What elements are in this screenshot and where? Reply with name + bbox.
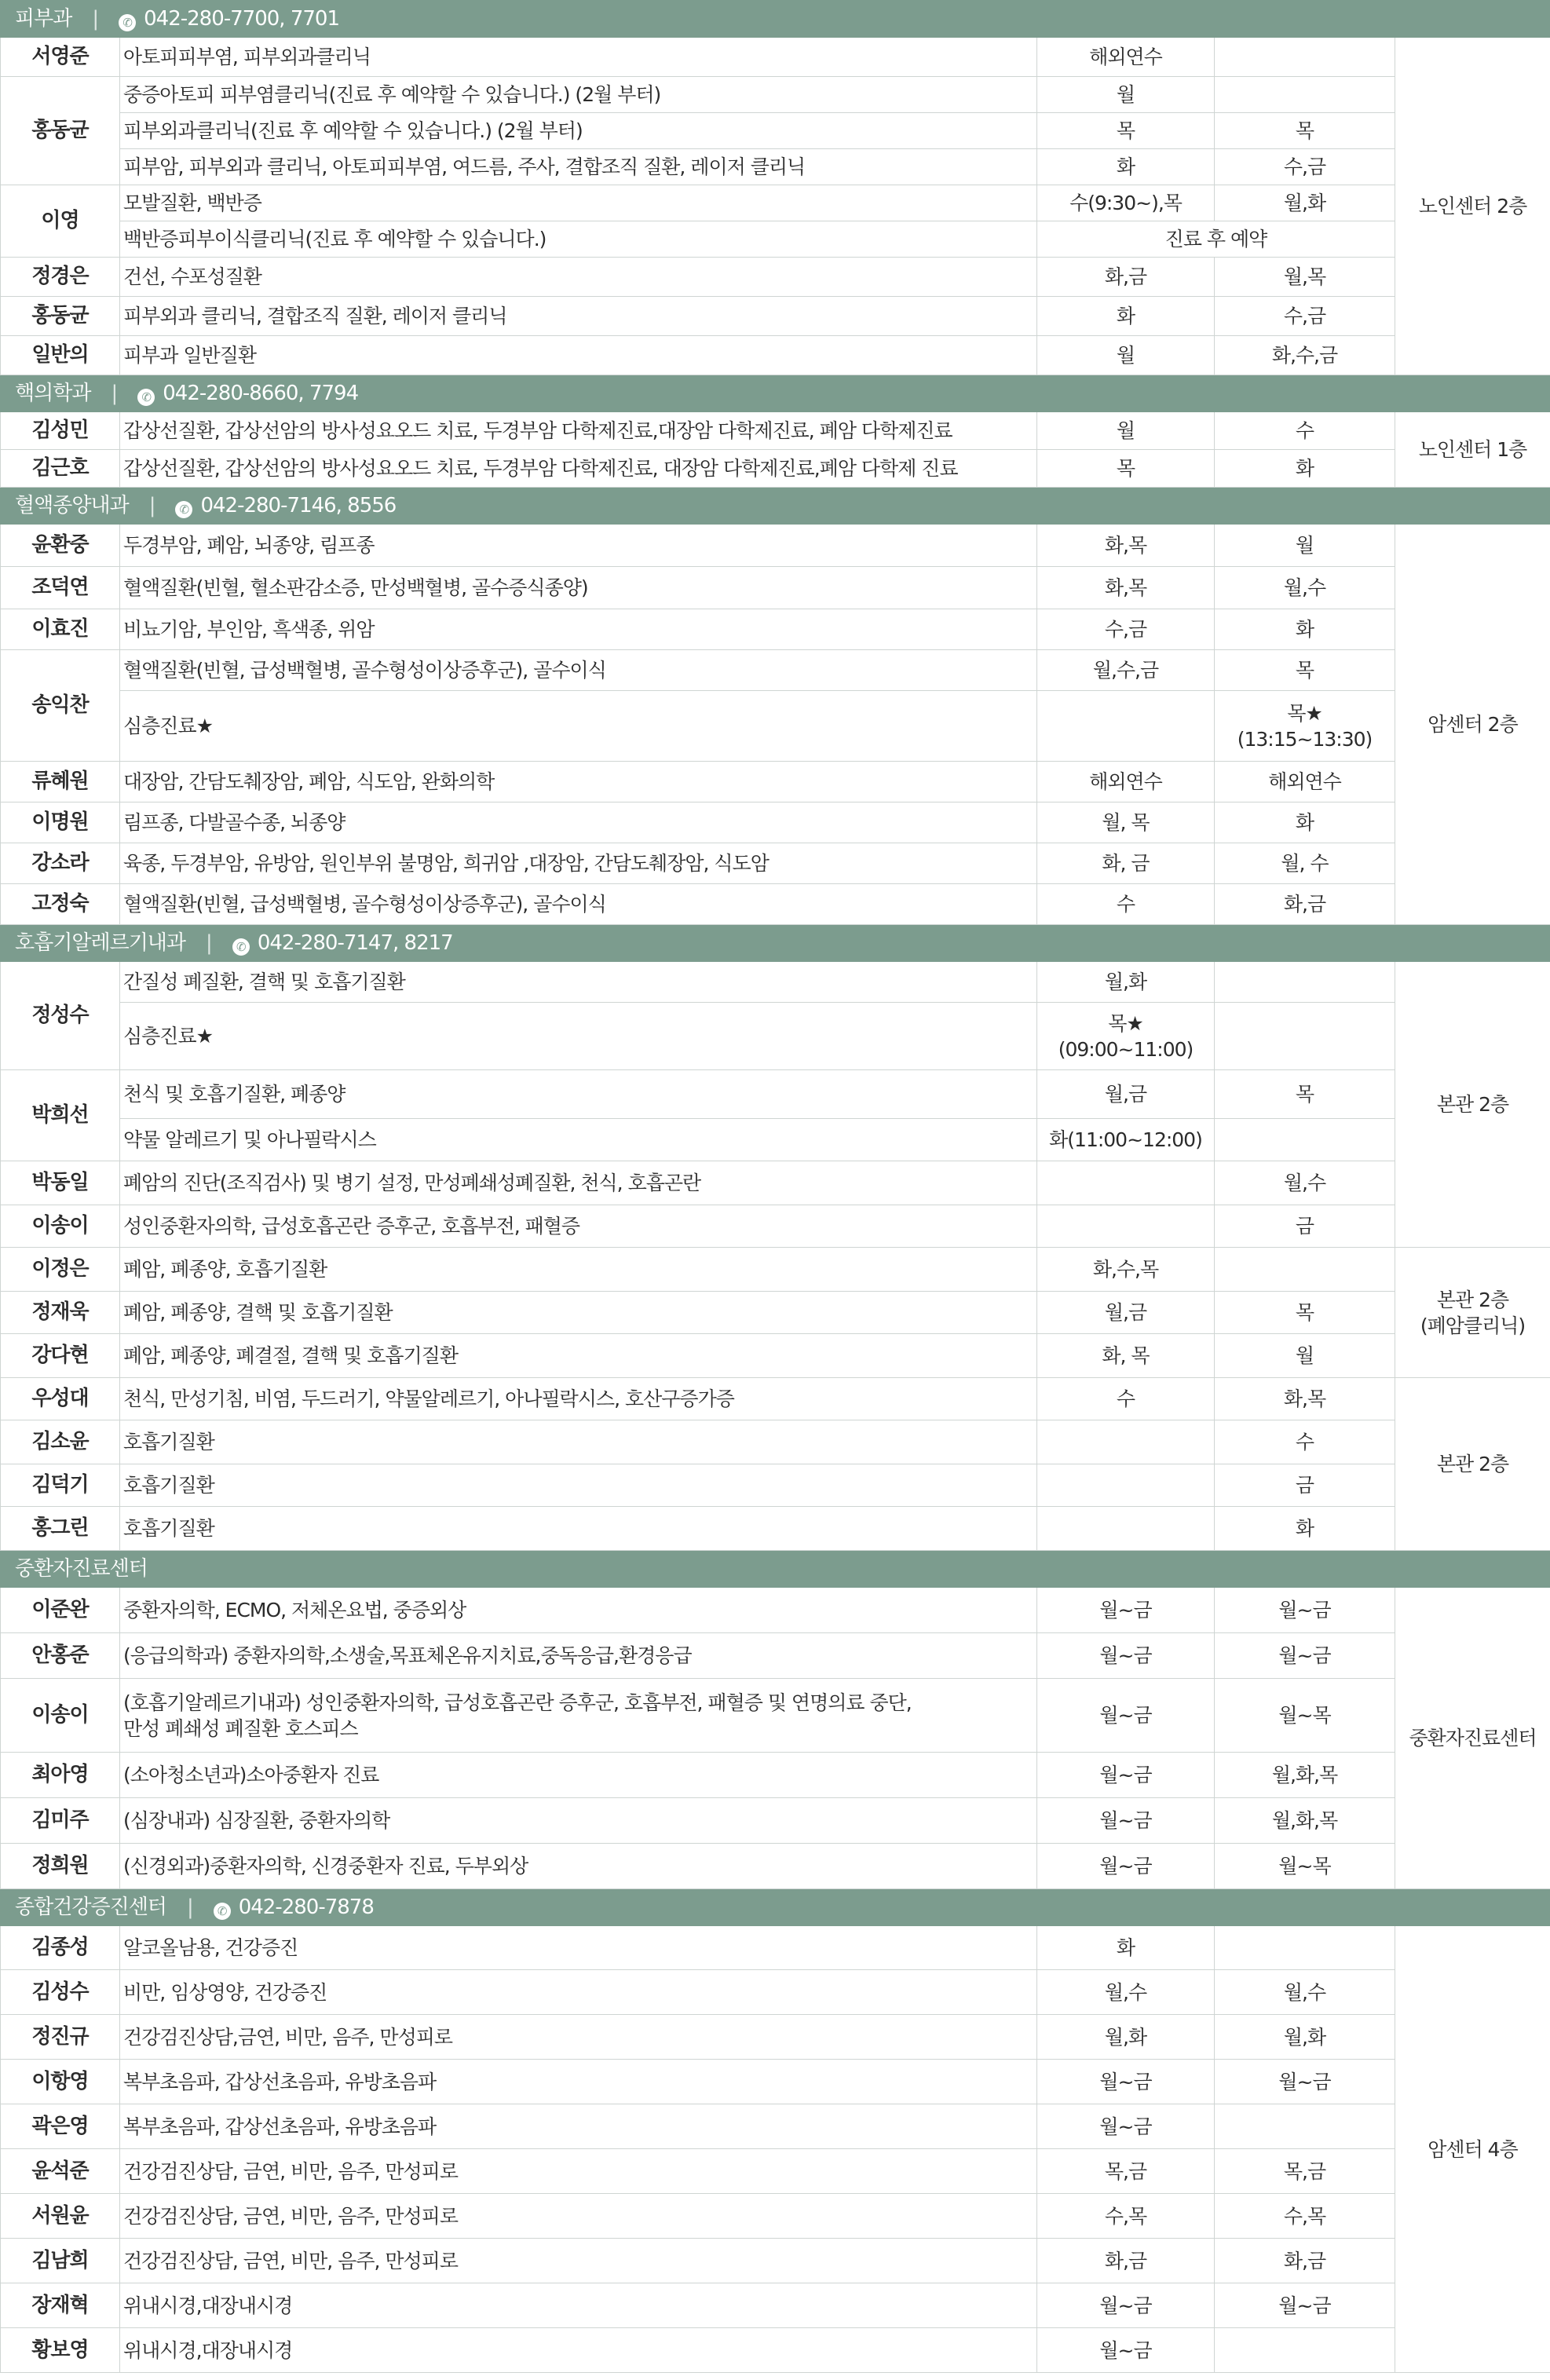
doctor-name: 홍동균 xyxy=(1,77,120,185)
section-header-critical-care xyxy=(1,1551,1550,1588)
doctor-name: 일반의 xyxy=(1,336,120,375)
am-days xyxy=(1037,1161,1215,1205)
doctor-name: 황보영 xyxy=(1,2328,120,2373)
am-days: 월,화 xyxy=(1037,2015,1215,2060)
am-days xyxy=(1037,1507,1215,1551)
pm-days: 월,수 xyxy=(1215,1970,1395,2015)
am-days xyxy=(1037,1205,1215,1248)
table-row xyxy=(1,297,1550,336)
table-row xyxy=(1,762,1550,802)
location: 암센터 4층 xyxy=(1395,1926,1550,2373)
table-row xyxy=(1,2283,1550,2328)
table-row xyxy=(1,1334,1550,1378)
table-row xyxy=(1,1926,1550,1970)
specialty: (응급의학과) 중환자의학,소생술,목표체온유지치료,중독응급,환경응급 xyxy=(120,1633,1037,1679)
table-row xyxy=(1,1588,1550,1633)
doctor-name: 이명원 xyxy=(1,802,120,843)
table-row xyxy=(1,336,1550,375)
am-days: 목 xyxy=(1037,113,1215,149)
pm-days xyxy=(1215,77,1395,113)
table-row xyxy=(1,1119,1550,1161)
specialty: 비뇨기암, 부인암, 흑색종, 위암 xyxy=(120,609,1037,650)
doctor-name: 곽은영 xyxy=(1,2104,120,2149)
pm-days: 수 xyxy=(1215,1420,1395,1464)
doctor-name: 류혜원 xyxy=(1,762,120,802)
table-row xyxy=(1,149,1550,185)
phone-icon: ✆ xyxy=(214,1903,231,1920)
doctor-name: 서영준 xyxy=(1,38,120,77)
location: 노인센터 2층 xyxy=(1395,38,1550,375)
doctor-name: 김근호 xyxy=(1,450,120,488)
section-title: 핵의학과 xyxy=(15,381,91,405)
am-days: 목,금 xyxy=(1037,2149,1215,2194)
section-header-pulmonology-allergy: 호흡기알레르기내과 | ✆ 042-280-7147, 8217 xyxy=(1,925,1550,962)
pm-days: 월, 수 xyxy=(1215,843,1395,884)
table-row xyxy=(1,1003,1550,1070)
am-days: 화 xyxy=(1037,149,1215,185)
table-row xyxy=(1,38,1550,77)
section-phone: 042-280-7147, 8217 xyxy=(257,930,453,955)
specialty: 천식, 만성기침, 비염, 두드러기, 약물알레르기, 아나필락시스, 호산구증가증 xyxy=(120,1378,1037,1420)
am-days: 월~금 xyxy=(1037,2104,1215,2149)
am-days: 월,금 xyxy=(1037,1070,1215,1119)
doctor-name: 정재욱 xyxy=(1,1292,120,1334)
am-days: 화,목 xyxy=(1037,525,1215,567)
specialty: 건강검진상담,금연, 비만, 음주, 만성피로 xyxy=(120,2015,1037,2060)
pm-days: 화,금 xyxy=(1215,884,1395,925)
am-days: 화, 금 xyxy=(1037,843,1215,884)
am-days: 월~금 xyxy=(1037,1798,1215,1844)
specialty: (신경외과)중환자의학, 신경중환자 진료, 두부외상 xyxy=(120,1844,1037,1889)
specialty: 건강검진상담, 금연, 비만, 음주, 만성피로 xyxy=(120,2239,1037,2283)
specialty: 두경부암, 폐암, 뇌종양, 림프종 xyxy=(120,525,1037,567)
doctor-name: 이송이 xyxy=(1,1679,120,1753)
specialty: 갑상선질환, 갑상선암의 방사성요오드 치료, 두경부암 다학제진료,대장암 다학제진료, 폐암 다학제진료 xyxy=(120,412,1037,450)
pm-days: 화 xyxy=(1215,802,1395,843)
am-time: (09:00~11:00) xyxy=(1058,1037,1194,1061)
specialty: 모발질환, 백반증 xyxy=(120,185,1037,221)
table-row xyxy=(1,2060,1550,2104)
phone-icon: ✆ xyxy=(137,389,155,406)
am-days: 월 xyxy=(1037,336,1215,375)
doctor-name: 강다현 xyxy=(1,1334,120,1378)
phone-icon: ✆ xyxy=(175,501,192,518)
specialty: 대장암, 간담도췌장암, 폐암, 식도암, 완화의학 xyxy=(120,762,1037,802)
specialty: 폐암, 폐종양, 결핵 및 호흡기질환 xyxy=(120,1292,1037,1334)
am-days: 월~금 xyxy=(1037,2060,1215,2104)
location: 본관 2층 xyxy=(1395,1378,1550,1551)
table-row xyxy=(1,2015,1550,2060)
doctor-name: 이정은 xyxy=(1,1248,120,1292)
pm-days: 수 xyxy=(1215,412,1395,450)
table-row xyxy=(1,185,1550,221)
table-row xyxy=(1,1633,1550,1679)
specialty: 약물 알레르기 및 아나필락시스 xyxy=(120,1119,1037,1161)
specialty: 피부암, 피부외과 클리닉, 아토피피부염, 여드름, 주사, 결합조직 질환, 레이저 클리닉 xyxy=(120,149,1037,185)
table-row xyxy=(1,1798,1550,1844)
table-row xyxy=(1,412,1550,450)
table-row xyxy=(1,1970,1550,2015)
table-row xyxy=(1,1507,1550,1551)
location xyxy=(1395,1248,1550,1378)
table-row xyxy=(1,1292,1550,1334)
table-row xyxy=(1,2194,1550,2239)
specialty: 혈액질환(빈혈, 혈소판감소증, 만성백혈병, 골수증식종양) xyxy=(120,567,1037,609)
doctor-name: 김남희 xyxy=(1,2239,120,2283)
doctor-name: 박동일 xyxy=(1,1161,120,1205)
pm-days: 월~목 xyxy=(1215,1679,1395,1753)
pm-days xyxy=(1215,962,1395,1003)
pm-days: 금 xyxy=(1215,1464,1395,1507)
doctor-name: 윤환중 xyxy=(1,525,120,567)
table-row xyxy=(1,1070,1550,1119)
am-days xyxy=(1037,1003,1215,1070)
pm-days: 화,목 xyxy=(1215,1378,1395,1420)
table-row xyxy=(1,1844,1550,1889)
specialty: 비만, 임상영양, 건강증진 xyxy=(120,1970,1037,2015)
table-row xyxy=(1,1464,1550,1507)
specialty: 아토피피부염, 피부외과클리닉 xyxy=(120,38,1037,77)
pm-days: 화 xyxy=(1215,609,1395,650)
am-days: 화 xyxy=(1037,297,1215,336)
am-days: 목 xyxy=(1037,450,1215,488)
specialty: 알코올남용, 건강증진 xyxy=(120,1926,1037,1970)
pm-days xyxy=(1215,38,1395,77)
doctor-name: 송익찬 xyxy=(1,650,120,762)
specialty: 피부외과 클리닉, 결합조직 질환, 레이저 클리닉 xyxy=(120,297,1037,336)
doctor-name: 이항영 xyxy=(1,2060,120,2104)
table-row xyxy=(1,221,1550,258)
section-header-dermatology: 피부과 | ✆ 042-280-7700, 7701 xyxy=(1,1,1550,38)
doctor-name: 정진규 xyxy=(1,2015,120,2060)
pm-days: 수,목 xyxy=(1215,2194,1395,2239)
table-row xyxy=(1,258,1550,297)
pm-days: 월,화 xyxy=(1215,185,1395,221)
pm-days: 월~금 xyxy=(1215,2060,1395,2104)
specialty: 호흡기질환 xyxy=(120,1507,1037,1551)
doctor-name: 이영 xyxy=(1,185,120,258)
doctor-name: 이효진 xyxy=(1,609,120,650)
pm-days xyxy=(1215,2328,1395,2373)
specialty: 성인중환자의학, 급성호흡곤란 증후군, 호흡부전, 패혈증 xyxy=(120,1205,1037,1248)
doctor-name: 최아영 xyxy=(1,1753,120,1798)
am-days: 화,목 xyxy=(1037,567,1215,609)
pm-day: 목★ xyxy=(1287,701,1322,725)
combined-days: 진료 후 예약 xyxy=(1037,221,1395,258)
am-days: 수(9:30~),목 xyxy=(1037,185,1215,221)
doctor-name: 정희원 xyxy=(1,1844,120,1889)
table-row xyxy=(1,2149,1550,2194)
specialty: 위내시경,대장내시경 xyxy=(120,2283,1037,2328)
location: 암센터 2층 xyxy=(1395,525,1550,925)
table-row xyxy=(1,650,1550,691)
specialty: 폐암의 진단(조직검사) 및 병기 설정, 만성폐쇄성폐질환, 천식, 호흡곤란 xyxy=(120,1161,1037,1205)
table-row xyxy=(1,609,1550,650)
pm-days: 금 xyxy=(1215,1205,1395,1248)
pm-days: 목 xyxy=(1215,1292,1395,1334)
specialty xyxy=(120,1679,1037,1753)
specialty: 복부초음파, 갑상선초음파, 유방초음파 xyxy=(120,2060,1037,2104)
am-days: 월,수 xyxy=(1037,1970,1215,2015)
am-days: 화,금 xyxy=(1037,258,1215,297)
am-days: 화(11:00~12:00) xyxy=(1037,1119,1215,1161)
am-days xyxy=(1037,1420,1215,1464)
doctor-name: 박희선 xyxy=(1,1070,120,1161)
specialty: 심층진료★ xyxy=(120,691,1037,762)
am-days: 수,목 xyxy=(1037,2194,1215,2239)
specialty-line: 만성 폐쇄성 폐질환 호스피스 xyxy=(123,1716,358,1740)
am-days: 월~금 xyxy=(1037,2328,1215,2373)
specialty: 중환자의학, ECMO, 저체온요법, 중증외상 xyxy=(120,1588,1037,1633)
location: 중환자진료센터 xyxy=(1395,1588,1550,1889)
pm-days: 월,수 xyxy=(1215,1161,1395,1205)
doctor-name: 서원윤 xyxy=(1,2194,120,2239)
doctor-name: 김미주 xyxy=(1,1798,120,1844)
section-title: 혈액종양내과 xyxy=(15,493,129,517)
pm-days: 월,수 xyxy=(1215,567,1395,609)
pm-days: 월~금 xyxy=(1215,1633,1395,1679)
specialty: 복부초음파, 갑상선초음파, 유방초음파 xyxy=(120,2104,1037,2149)
pm-days: 월 xyxy=(1215,525,1395,567)
table-row xyxy=(1,802,1550,843)
pm-days: 월,화 xyxy=(1215,2015,1395,2060)
doctor-name: 정성수 xyxy=(1,962,120,1070)
specialty: 건강검진상담, 금연, 비만, 음주, 만성피로 xyxy=(120,2194,1037,2239)
pm-days: 월~금 xyxy=(1215,2283,1395,2328)
table-row xyxy=(1,1161,1550,1205)
table-row xyxy=(1,884,1550,925)
section-header-hematology-oncology: 혈액종양내과 | ✆ 042-280-7146, 8556 xyxy=(1,488,1550,525)
specialty: 폐암, 폐종양, 호흡기질환 xyxy=(120,1248,1037,1292)
am-days: 화,금 xyxy=(1037,2239,1215,2283)
pm-days: 목 xyxy=(1215,650,1395,691)
phone-icon: ✆ xyxy=(119,14,136,31)
table-row xyxy=(1,113,1550,149)
am-day: 목★ xyxy=(1108,1011,1143,1035)
table-row xyxy=(1,525,1550,567)
pm-days: 목 xyxy=(1215,113,1395,149)
am-days: 월~금 xyxy=(1037,1753,1215,1798)
table-row xyxy=(1,2239,1550,2283)
table-row xyxy=(1,1420,1550,1464)
table-row xyxy=(1,1753,1550,1798)
specialty: 폐암, 폐종양, 폐결절, 결핵 및 호흡기질환 xyxy=(120,1334,1037,1378)
specialty: 위내시경,대장내시경 xyxy=(120,2328,1037,2373)
table-row xyxy=(1,450,1550,488)
doctor-name: 조덕연 xyxy=(1,567,120,609)
am-days: 월,화 xyxy=(1037,962,1215,1003)
table-row xyxy=(1,1378,1550,1420)
pm-days: 화 xyxy=(1215,1507,1395,1551)
specialty: 혈액질환(빈혈, 급성백혈병, 골수형성이상증후군), 골수이식 xyxy=(120,884,1037,925)
am-days: 수 xyxy=(1037,884,1215,925)
section-title: 종합건강증진센터 xyxy=(15,1895,166,1919)
table-row xyxy=(1,2328,1550,2373)
table-row xyxy=(1,843,1550,884)
specialty: (소아청소년과)소아중환자 진료 xyxy=(120,1753,1037,1798)
section-header-nuclear-medicine: 핵의학과 | ✆ 042-280-8660, 7794 xyxy=(1,375,1550,412)
am-days: 월,수,금 xyxy=(1037,650,1215,691)
specialty: (심장내과) 심장질환, 중환자의학 xyxy=(120,1798,1037,1844)
am-days: 화, 목 xyxy=(1037,1334,1215,1378)
am-days: 월 xyxy=(1037,77,1215,113)
doctor-name: 김소윤 xyxy=(1,1420,120,1464)
specialty: 육종, 두경부암, 유방암, 원인부위 불명암, 희귀암 ,대장암, 간담도췌장암, 식도암 xyxy=(120,843,1037,884)
specialty: 피부과 일반질환 xyxy=(120,336,1037,375)
am-days: 월~금 xyxy=(1037,1844,1215,1889)
am-days: 월~금 xyxy=(1037,1633,1215,1679)
specialty: 갑상선질환, 갑상선암의 방사성요오드 치료, 두경부암 다학제진료, 대장암 다학제진료,폐암 다학제 진료 xyxy=(120,450,1037,488)
doctor-name: 우성대 xyxy=(1,1378,120,1420)
pm-days: 목,금 xyxy=(1215,2149,1395,2194)
specialty-line: (호흡기알레르기내과) 성인중환자의학, 급성호흡곤란 증후군, 호흡부전, 패혈증 및 연명의료 중단, xyxy=(123,1691,912,1714)
pm-days: 월~금 xyxy=(1215,1588,1395,1633)
am-days: 수,금 xyxy=(1037,609,1215,650)
specialty: 호흡기질환 xyxy=(120,1464,1037,1507)
section-phone: 042-280-8660, 7794 xyxy=(163,381,359,405)
section-phone: 042-280-7146, 8556 xyxy=(200,493,397,517)
pm-days: 화 xyxy=(1215,450,1395,488)
doctor-name: 홍동균 xyxy=(1,297,120,336)
location-line: (폐암클리닉) xyxy=(1420,1314,1526,1337)
table-row xyxy=(1,2104,1550,2149)
doctor-name: 정경은 xyxy=(1,258,120,297)
specialty: 천식 및 호흡기질환, 폐종양 xyxy=(120,1070,1037,1119)
am-days: 월~금 xyxy=(1037,2283,1215,2328)
pm-days xyxy=(1215,691,1395,762)
section-header-health-promotion: 종합건강증진센터 | ✆ 042-280-7878 xyxy=(1,1889,1550,1926)
pm-days: 월 xyxy=(1215,1334,1395,1378)
table-row xyxy=(1,1248,1550,1292)
pm-days xyxy=(1215,1926,1395,1970)
table-row xyxy=(1,77,1550,113)
doctor-name: 고정숙 xyxy=(1,884,120,925)
location-line: 본관 2층 xyxy=(1436,1288,1509,1311)
am-days: 해외연수 xyxy=(1037,38,1215,77)
am-days: 수 xyxy=(1037,1378,1215,1420)
location: 노인센터 1층 xyxy=(1395,412,1550,488)
doctor-name: 강소라 xyxy=(1,843,120,884)
doctor-name: 이송이 xyxy=(1,1205,120,1248)
doctor-name: 이준완 xyxy=(1,1588,120,1633)
am-days xyxy=(1037,1464,1215,1507)
table-row xyxy=(1,1205,1550,1248)
pm-days: 화,금 xyxy=(1215,2239,1395,2283)
doctor-name: 김종성 xyxy=(1,1926,120,1970)
am-days: 월~금 xyxy=(1037,1588,1215,1633)
pm-days xyxy=(1215,1003,1395,1070)
doctor-name: 안홍준 xyxy=(1,1633,120,1679)
specialty: 혈액질환(빈혈, 급성백혈병, 골수형성이상증후군), 골수이식 xyxy=(120,650,1037,691)
am-days: 해외연수 xyxy=(1037,762,1215,802)
am-days: 화,수,목 xyxy=(1037,1248,1215,1292)
section-phone: 042-280-7878 xyxy=(238,1895,374,1919)
section-title: 중환자진료센터 xyxy=(15,1556,148,1581)
section-phone: 042-280-7700, 7701 xyxy=(144,6,340,31)
pm-days: 해외연수 xyxy=(1215,762,1395,802)
doctor-name: 김성수 xyxy=(1,1970,120,2015)
doctor-name: 윤석준 xyxy=(1,2149,120,2194)
specialty: 중증아토피 피부염클리닉(진료 후 예약할 수 있습니다.) (2월 부터) xyxy=(120,77,1037,113)
am-days: 화 xyxy=(1037,1926,1215,1970)
location: 본관 2층 xyxy=(1395,962,1550,1248)
specialty: 건선, 수포성질환 xyxy=(120,258,1037,297)
am-days xyxy=(1037,691,1215,762)
section-title: 피부과 xyxy=(15,6,72,31)
pm-days xyxy=(1215,1119,1395,1161)
pm-days: 수,금 xyxy=(1215,149,1395,185)
specialty: 림프종, 다발골수종, 뇌종양 xyxy=(120,802,1037,843)
doctor-name: 장재혁 xyxy=(1,2283,120,2328)
specialty: 간질성 폐질환, 결핵 및 호흡기질환 xyxy=(120,962,1037,1003)
pm-days: 목 xyxy=(1215,1070,1395,1119)
table-row xyxy=(1,1679,1550,1753)
pm-time: (13:15~13:30) xyxy=(1237,727,1373,751)
am-days: 월~금 xyxy=(1037,1679,1215,1753)
section-title: 호흡기알레르기내과 xyxy=(15,930,186,955)
pm-days: 월,화,목 xyxy=(1215,1798,1395,1844)
table-row xyxy=(1,567,1550,609)
pm-days xyxy=(1215,1248,1395,1292)
pm-days: 월~목 xyxy=(1215,1844,1395,1889)
am-days: 월, 목 xyxy=(1037,802,1215,843)
doctor-name: 홍그린 xyxy=(1,1507,120,1551)
specialty: 호흡기질환 xyxy=(120,1420,1037,1464)
specialty: 피부외과클리닉(진료 후 예약할 수 있습니다.) (2월 부터) xyxy=(120,113,1037,149)
phone-icon: ✆ xyxy=(232,938,250,956)
specialty: 건강검진상담, 금연, 비만, 음주, 만성피로 xyxy=(120,2149,1037,2194)
am-days: 월,금 xyxy=(1037,1292,1215,1334)
doctor-name: 김성민 xyxy=(1,412,120,450)
doctor-name: 김덕기 xyxy=(1,1464,120,1507)
pm-days: 월,목 xyxy=(1215,258,1395,297)
table-row xyxy=(1,691,1550,762)
pm-days: 월,화,목 xyxy=(1215,1753,1395,1798)
am-days: 월 xyxy=(1037,412,1215,450)
pm-days: 수,금 xyxy=(1215,297,1395,336)
specialty: 심층진료★ xyxy=(120,1003,1037,1070)
pm-days: 화,수,금 xyxy=(1215,336,1395,375)
specialty: 백반증피부이식클리닉(진료 후 예약할 수 있습니다.) xyxy=(120,221,1037,258)
table-row xyxy=(1,962,1550,1003)
pm-days xyxy=(1215,2104,1395,2149)
